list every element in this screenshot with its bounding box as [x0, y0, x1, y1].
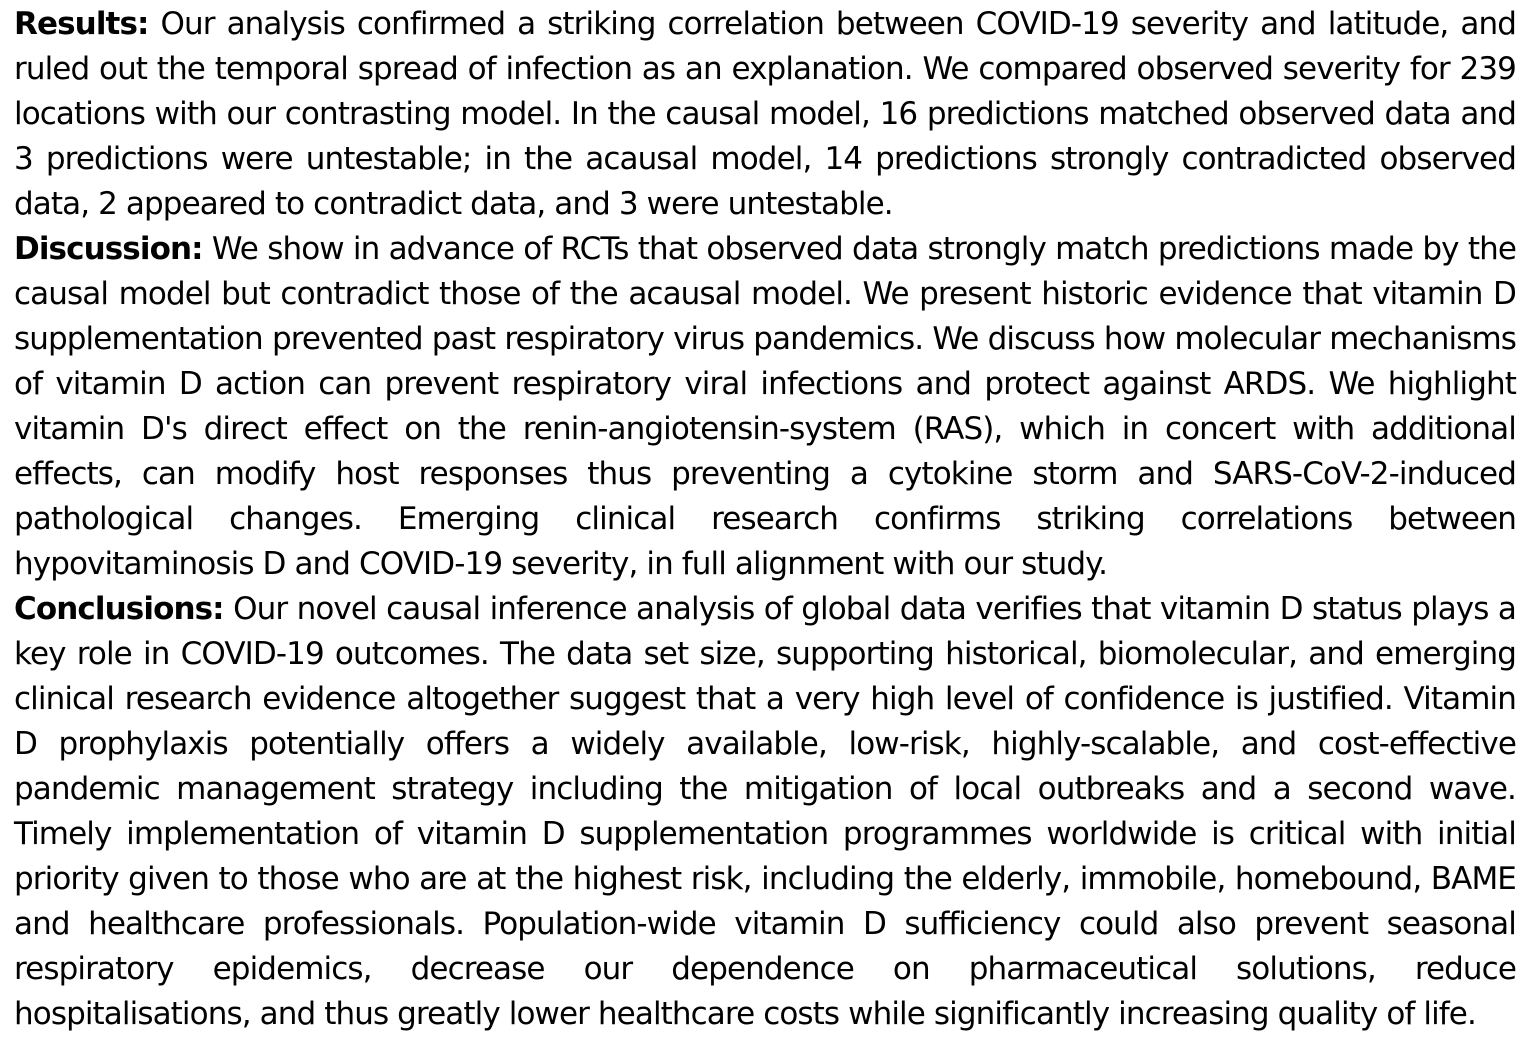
conclusions-paragraph [14, 587, 1516, 1037]
discussion-paragraph [14, 227, 1516, 587]
results-heading: Results: [14, 6, 149, 42]
conclusions-body: Our novel causal inference analysis of global data verifies that vitamin D status plays a key role in COVID-19 outcomes. The data set size, supporting historical, biomolecular, and emerging clinical research evidence altogether suggest that a very high level of confidence is justified. Vitamin D prophylaxis potentially offers a widely available, low-risk, highly-scalable, and cost-effective pandemic management strategy including the mitigation of local outbreaks and a second wave. Timely implementation of vitamin D supplementation programmes worldwide is critical with initial priority given to those who are at the highest risk, including the elderly, immobile, homebound, BAME and healthcare professionals. Population-wide vitamin D sufficiency could also prevent seasonal respiratory epidemics, decrease our dependence on pharmaceutical solutions, reduce hospitalisations, and thus greatly lower healthcare costs while significantly increasing quality of life. [14, 591, 1516, 1032]
results-paragraph [14, 2, 1516, 227]
discussion-body: We show in advance of RCTs that observed data strongly match predictions made by the causal model but contradict those of the acausal model. We present historic evidence that vitamin D supplementation prevented past respiratory virus pandemics. We discuss how molecular mechanisms of vitamin D action can prevent respiratory viral infections and protect against ARDS. We highlight vitamin D's direct effect on the renin-angiotensin-system (RAS), which in concert with additional effects, can modify host responses thus preventing a cytokine storm and SARS-CoV-2-induced pathological changes. Emerging clinical research confirms striking correlations between hypovitaminosis D and COVID-19 severity, in full alignment with our study. [14, 231, 1516, 582]
conclusions-heading: Conclusions: [14, 591, 224, 627]
results-body: Our analysis confirmed a striking correlation between COVID-19 severity and latitude, and ruled out the temporal spread of infection as an explanation. We compared observed severity for 239 locations with our contrasting model. In the causal model, 16 predictions matched observed data and 3 predictions were untestable; in the acausal model, 14 predictions strongly contradicted observed data, 2 appeared to contradict data, and 3 were untestable. [14, 6, 1516, 222]
discussion-heading: Discussion: [14, 231, 203, 267]
